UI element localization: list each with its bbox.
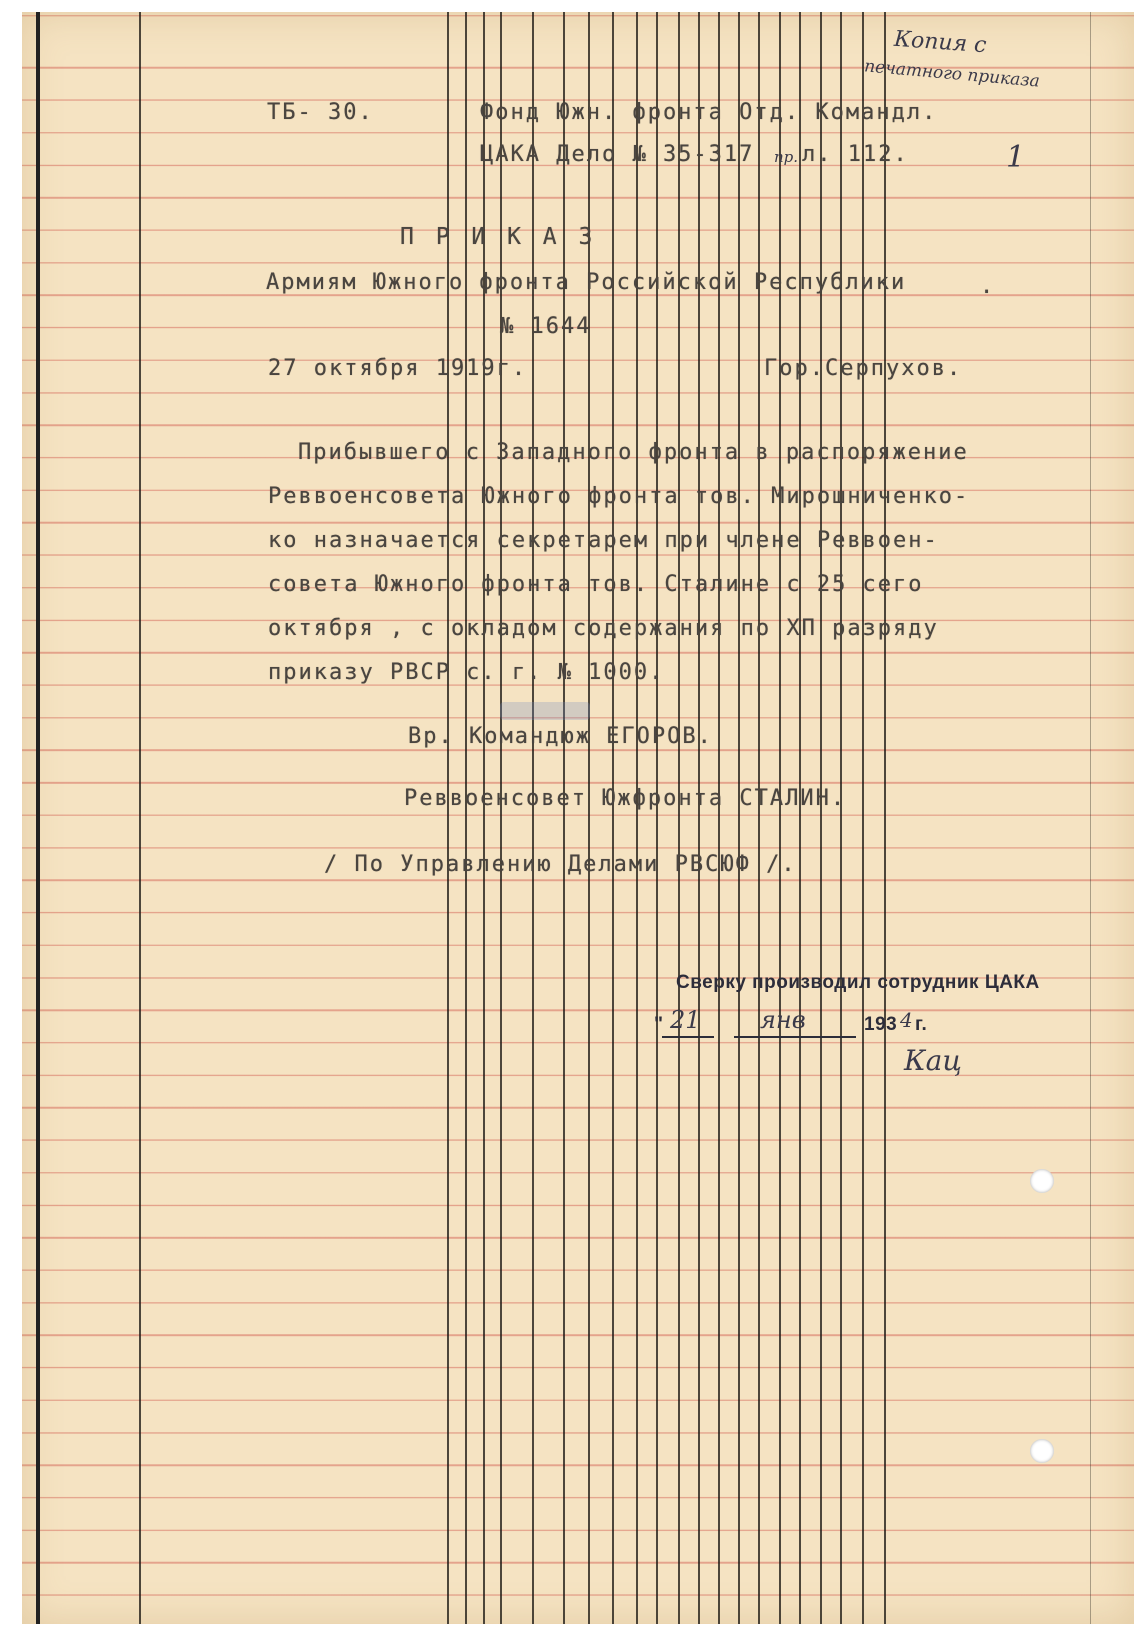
order-subtitle: Армиям Южного фронта Российской Республики [266,270,907,295]
body-line: Реввоенсовета Южного фронта тов. Мирошниченко- [268,484,970,509]
delo-sheet: л. 112. [802,142,909,167]
ledger-vertical-line [862,12,864,1624]
verification-stamp: Сверку производил сотрудник ЦАКА [676,972,1040,993]
ledger-vertical-line [636,12,638,1624]
ledger-vertical-line [139,12,141,1624]
page-number: 1 [1006,140,1026,175]
ledger-vertical-line [758,12,760,1624]
ledger-vertical-line [820,12,822,1624]
ledger-vertical-line [465,12,467,1624]
ledger-vertical-line [612,12,614,1624]
archive-code: ТБ- 30. [267,100,374,125]
binding-edge-line [36,12,40,1624]
stamp-month-underline [734,1036,856,1038]
ledger-vertical-line [799,12,801,1624]
order-number: № 1644 [500,314,592,339]
ledger-vertical-line [698,12,700,1624]
footer-line: / По Управлению Делами РВСЮФ /. [324,852,797,877]
ledger-vertical-line [738,12,740,1624]
stamp-signature: Кац [904,1044,962,1077]
stamp-date-quote: " [654,1014,664,1035]
stamp-year: 193 [864,1014,898,1035]
handwritten-note-line2: печатного приказа [863,56,1041,92]
ledger-vertical-line [500,12,502,1624]
ledger-vertical-line [588,12,590,1624]
order-subtitle-dot: . [980,274,996,299]
stamp-month: янв [760,1006,806,1034]
delo-handwritten: пр. [774,148,799,166]
punch-hole [1030,1169,1054,1193]
delo-line: ЦАКА Дело № 35-317 [480,142,755,167]
ledger-vertical-line [884,12,886,1624]
stamp-day-underline [662,1036,714,1038]
body-line: октября , с окладом содержания по ХП разряду [268,616,939,641]
ledger-vertical-line [678,12,680,1624]
ledger-vertical-line [563,12,565,1624]
order-place: Гор.Серпухов. [764,356,963,381]
stamp-year-suffix: г. [915,1014,928,1035]
signature-commander: Вр. Командюж ЕГОРОВ. [408,724,713,749]
ledger-vertical-line [779,12,781,1624]
body-line: совета Южного фронта тов. Сталине с 25 сего [268,572,924,597]
stamp-day: 21 [670,1006,701,1034]
ink-smudge [500,702,590,720]
ledger-vertical-line [483,12,485,1624]
ledger-vertical-line [447,12,449,1624]
document-sheet [22,12,1134,1624]
punch-hole [1030,1439,1054,1463]
body-line: Прибывшего с Западного фронта в распоряжение [298,440,969,465]
ledger-vertical-line [1090,12,1091,1624]
fond-line: Фонд Южн. фронта Отд. Командл. [480,100,938,125]
body-line: ко назначается секретарем при члене Реввоен- [268,528,939,553]
signature-revvoensovet: Реввоенсовет Южфронта СТАЛИН. [404,786,847,811]
ledger-vertical-line [656,12,658,1624]
order-date: 27 октября 1919г. [268,356,528,381]
ledger-vertical-line [532,12,534,1624]
body-line: приказу РВСР с. г. № 1000. [268,660,665,685]
ledger-vertical-line [718,12,720,1624]
handwritten-note-line1: Копия с [893,26,988,59]
ledger-vertical-line [840,12,842,1624]
order-title: П Р И К А З [400,224,597,250]
stamp-year-hand: 4 [900,1008,913,1032]
